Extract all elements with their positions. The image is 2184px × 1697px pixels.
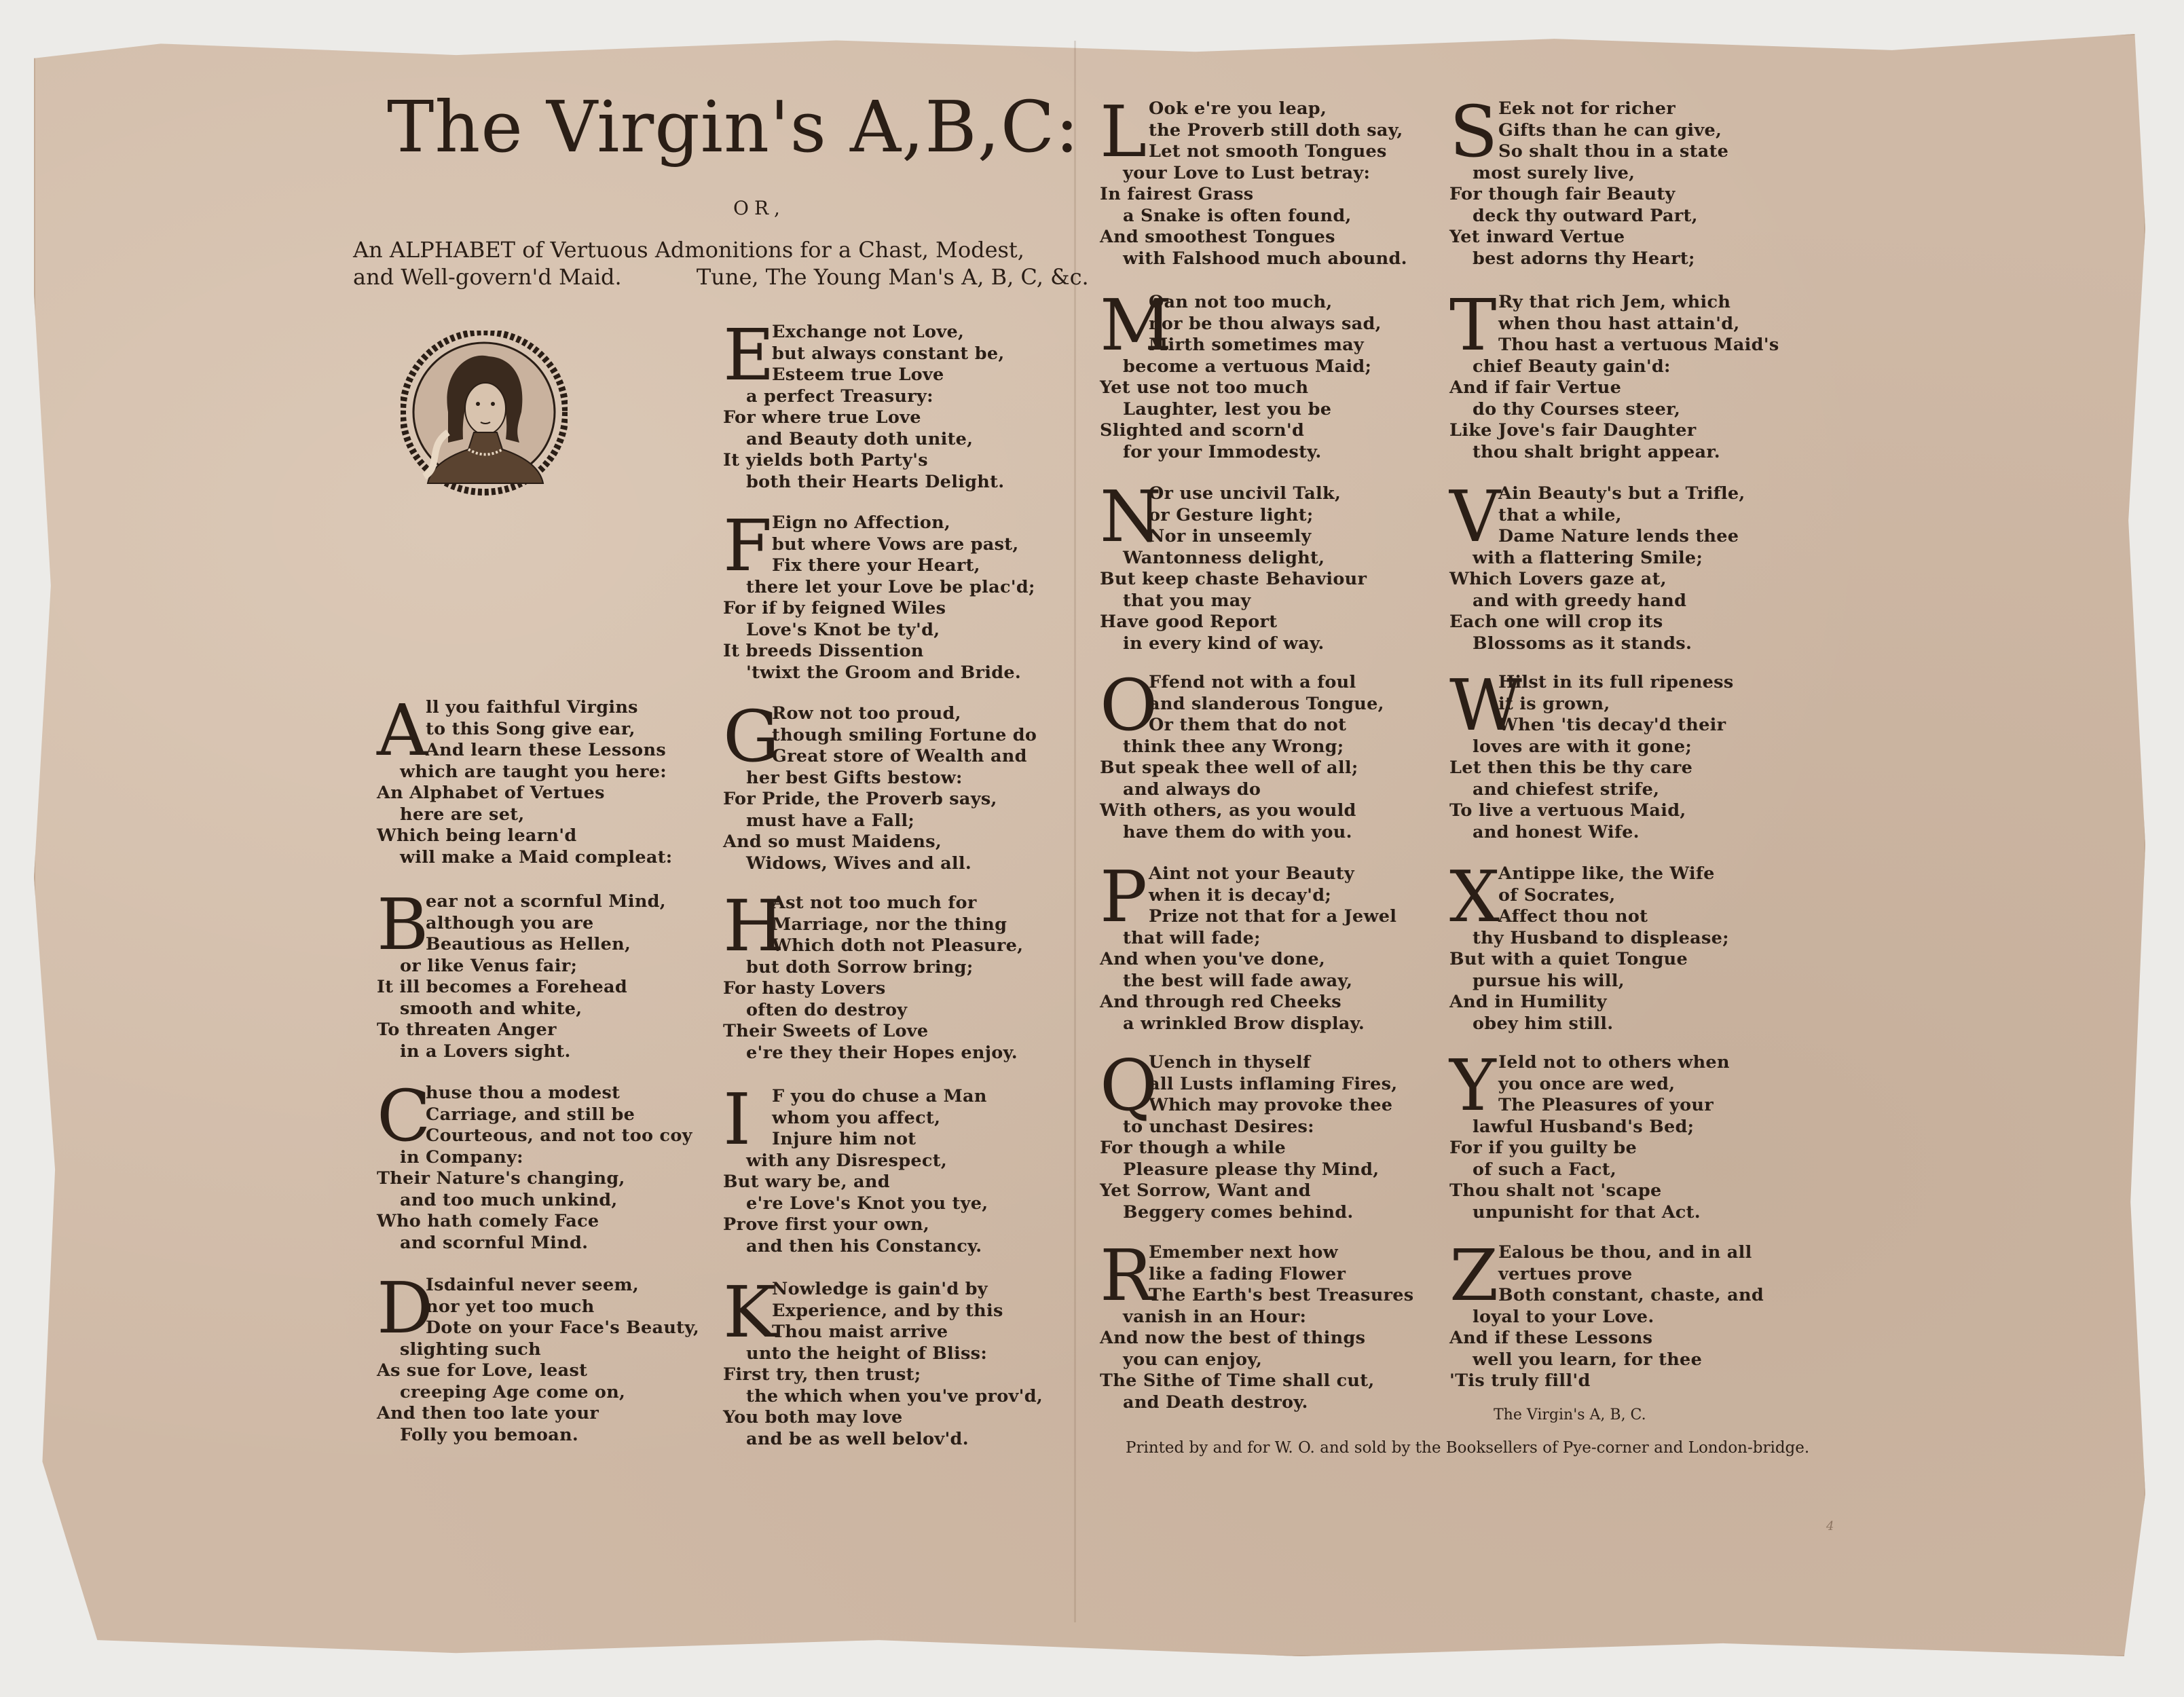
stanza-line: With others, as you would (1100, 800, 1356, 821)
stanza-line: vanish in an Hour: (1123, 1306, 1307, 1327)
stanza-g (723, 695, 1144, 874)
stanza-line: Ook e're you leap, (1149, 98, 1327, 119)
stanza-line: To threaten Anger (377, 1020, 557, 1040)
stanza-v (1449, 475, 1870, 654)
stanza-line: Isdainful never seem, (426, 1275, 640, 1295)
stanza-line: Injure him not (772, 1129, 917, 1149)
stanza-line: or Gesture light; (1149, 504, 1314, 525)
stanza-line: when it is decay'd; (1149, 884, 1332, 906)
stanza-line: For if you guilty be (1449, 1138, 1637, 1158)
stanza-line: thou shalt bright appear. (1473, 441, 1720, 462)
stanza-line: First try, then trust; (723, 1364, 921, 1385)
stanza-line: Both constant, chaste, and (1498, 1285, 1764, 1305)
stanza-line: Dote on your Face's Beauty, (426, 1318, 700, 1338)
stanza-line: Thou maist arrive (772, 1322, 948, 1342)
stanza-line: vertues prove (1498, 1263, 1633, 1284)
stanza-line: For where true Love (723, 407, 921, 428)
stanza-line: your Love to Lust betray: (1123, 162, 1371, 183)
stanza-line: Or them that do not (1149, 715, 1347, 735)
stanza-i (723, 1078, 1144, 1257)
stanza-line: The Sithe of Time shall cut, (1100, 1370, 1375, 1391)
stanza-line: and too much unkind, (400, 1189, 618, 1210)
stanza-line: with any Disrespect, (746, 1150, 947, 1171)
stanza-line: Beggery comes behind. (1123, 1201, 1354, 1223)
stanza-line: It yields both Party's (723, 450, 928, 470)
stanza-line: both their Hearts Delight. (746, 471, 1005, 492)
stanza-line: best adorns thy Heart; (1473, 248, 1695, 269)
stanza-line: For Pride, the Proverb says, (723, 789, 997, 809)
stanza-line: Emember next how (1149, 1242, 1338, 1263)
subtitle-line-1: An ALPHABET of Vertuous Admonitions for a Chast, Modest, (353, 237, 1024, 263)
stanza-line: Yet use not too much (1100, 377, 1309, 398)
stanza-line: The Earth's best Treasures (1149, 1285, 1414, 1305)
stanza-line: Or use uncivil Talk, (1149, 483, 1341, 504)
stanza-line: For though fair Beauty (1449, 184, 1676, 204)
subtitle (353, 236, 1107, 291)
stanza-line: Beautious as Hellen, (426, 934, 631, 954)
drop-cap-w: W (1449, 664, 1522, 747)
drop-cap-e: E (723, 314, 775, 396)
stanza-line: Which Lovers gaze at, (1449, 569, 1667, 589)
woodcut-portrait (401, 331, 568, 678)
stanza-line: Let not smooth Tongues (1149, 141, 1387, 162)
drop-cap-g: G (723, 695, 780, 778)
stanza-line: Gifts than he can give, (1498, 119, 1722, 141)
stanza-line: And learn these Lessons (426, 740, 666, 760)
drop-cap-n: N (1100, 475, 1162, 558)
stanza-line: Uench in thyself (1149, 1052, 1311, 1073)
stanza-line: most surely live, (1473, 162, 1635, 183)
stanza-line: often do destroy (746, 999, 908, 1020)
stanza-line: Laughter, lest you be (1123, 398, 1332, 419)
subtitle-line-2: and Well-govern'd Maid. (353, 264, 622, 290)
stanza-line: obey him still. (1473, 1013, 1614, 1034)
stanza-z (1449, 1234, 1870, 1392)
stanza-line: well you learn, for thee (1473, 1349, 1703, 1370)
stanza-line: nor yet too much (426, 1296, 595, 1317)
stanza-line: It breeds Dissention (723, 641, 924, 661)
stanza-line: that you may (1123, 590, 1251, 611)
imprint: Printed by and for W. O. and sold by the Booksellers of Pye-corner and London-bridge. (1126, 1439, 1810, 1457)
stanza-line: unto the height of Bliss: (746, 1343, 988, 1364)
stanza-line: Like Jove's fair Daughter (1449, 420, 1697, 441)
stanza-line: Ast not too much for (772, 893, 977, 913)
stanza-line: Thou hast a vertuous Maid's (1498, 335, 1779, 355)
stanza-line: but where Vows are past, (772, 534, 1019, 555)
stanza-line: pursue his will, (1473, 970, 1625, 991)
stanza-line: with Falshood much abound. (1123, 248, 1407, 269)
stanza-line: Carriage, and still be (426, 1104, 635, 1125)
stanza-line: The Pleasures of your (1498, 1095, 1714, 1115)
stanza-line: which are taught you here: (400, 761, 667, 782)
drop-cap-o: O (1100, 664, 1158, 747)
stanza-line: but always constant be, (772, 343, 1005, 364)
stanza-line: But with a quiet Tongue (1449, 949, 1688, 969)
stanza-line: ll you faithful Virgins (426, 697, 638, 717)
stanza-line: a perfect Treasury: (746, 386, 933, 407)
stanza-h (723, 884, 1144, 1064)
stanza-line: An Alphabet of Vertues (377, 783, 605, 803)
stanza-line: And if fair Vertue (1449, 377, 1622, 398)
drop-cap-b: B (377, 883, 429, 966)
stanza-line: of such a Fact, (1473, 1159, 1617, 1180)
stanza-line: the best will fade away, (1123, 970, 1353, 991)
drop-cap-f: F (723, 504, 773, 587)
drop-cap-d: D (377, 1267, 434, 1349)
stanza-line: For if by feigned Wiles (723, 598, 946, 618)
drop-cap-k: K (723, 1271, 776, 1354)
stanza-s (1449, 90, 1870, 269)
drop-cap-x: X (1449, 855, 1500, 938)
stanza-line: But keep chaste Behaviour (1100, 569, 1367, 589)
drop-cap-p: P (1100, 855, 1147, 938)
drop-cap-l: L (1100, 90, 1147, 173)
stanza-line: and chiefest strife, (1473, 779, 1660, 800)
stanza-line: that will fade; (1123, 927, 1261, 948)
stanza-line: Their Nature's changing, (377, 1168, 625, 1189)
stanza-line: As sue for Love, least (377, 1360, 588, 1381)
stanza-line: in Company: (400, 1146, 523, 1168)
stanza-line: and scornful Mind. (400, 1232, 589, 1253)
drop-cap-v: V (1449, 475, 1501, 558)
stanza-line: Great store of Wealth and (772, 746, 1027, 766)
stanza-line: and be as well belov'd. (746, 1428, 969, 1449)
stanza-line: whom you affect, (772, 1107, 941, 1128)
stanza-line: though smiling Fortune do (772, 724, 1037, 745)
stanza-line: Which may provoke thee (1149, 1095, 1393, 1115)
stanza-line: ear not a scornful Mind, (426, 891, 666, 912)
stanza-f (723, 504, 1144, 684)
drop-cap-y: Y (1449, 1044, 1496, 1127)
drop-cap-q: Q (1100, 1044, 1158, 1127)
page-title: The Virgin's A,B,C: (387, 86, 1080, 168)
stanza-y (1449, 1044, 1870, 1223)
stanza-line: Aint not your Beauty (1149, 863, 1354, 884)
stanza-line: Each one will crop its (1449, 612, 1663, 632)
stanza-line: when thou hast attain'd, (1498, 313, 1740, 334)
stanza-line: Prove first your own, (723, 1214, 929, 1235)
stanza-line: Ield not to others when (1498, 1052, 1730, 1073)
stanza-line: Widows, Wives and all. (746, 853, 972, 874)
stanza-w (1449, 664, 1870, 843)
stanza-line: Experience, and by this (772, 1300, 1003, 1321)
stanza-line: e're they their Hopes enjoy. (746, 1042, 1018, 1063)
stanza-line: creeping Age come on, (400, 1381, 626, 1402)
stanza-line: And in Humility (1449, 992, 1607, 1012)
stanza-line: Ry that rich Jem, which (1498, 292, 1731, 312)
stanza-x (1449, 855, 1870, 1034)
stanza-line: become a vertuous Maid; (1123, 356, 1372, 377)
stanza-line: although you are (426, 912, 594, 933)
stanza-line: Fix there your Heart, (772, 555, 980, 576)
stanza-line: and always do (1123, 779, 1261, 800)
stanza-line: Blossoms as it stands. (1473, 633, 1692, 654)
stanza-line: Prize not that for a Jewel (1149, 906, 1397, 927)
stanza-line: Pleasure please thy Mind, (1123, 1159, 1380, 1180)
stanza-line: smooth and white, (400, 998, 582, 1019)
stanza-line: the which when you've prov'd, (746, 1385, 1043, 1406)
stanza-line: Yet inward Vertue (1449, 227, 1625, 247)
stanza-line: you once are wed, (1498, 1073, 1676, 1094)
stanza-line: with a flattering Smile; (1473, 547, 1703, 568)
stanza-line: And now the best of things (1100, 1328, 1366, 1348)
stanza-line: Have good Report (1100, 612, 1278, 632)
stanza-line: Oan not too much, (1149, 292, 1333, 312)
drop-cap-s: S (1449, 90, 1498, 173)
stanza-line: Who hath comely Face (377, 1211, 599, 1231)
stanza-line: Nor in unseemly (1149, 526, 1312, 546)
stanza-line: Eign no Affection, (772, 512, 951, 533)
stanza-k (723, 1271, 1144, 1450)
stanza-line: nor be thou always sad, (1149, 313, 1382, 334)
stanza-line: Ealous be thou, and in all (1498, 1242, 1752, 1263)
stanza-line: And so must Maidens, (723, 832, 942, 852)
stanza-line: lawful Husband's Bed; (1473, 1116, 1695, 1137)
stanza-line: that a while, (1498, 504, 1622, 525)
stanza-line: Marriage, nor the thing (772, 914, 1007, 935)
stanza-line: In fairest Grass (1100, 184, 1254, 204)
stanza-line: all Lusts inflaming Fires, (1149, 1073, 1398, 1094)
stanza-line: do thy Courses steer, (1473, 398, 1681, 419)
stanza-line: Hilst in its full ripeness (1498, 672, 1734, 692)
stanza-line: and honest Wife. (1473, 821, 1640, 842)
stanza-line: deck thy outward Part, (1473, 205, 1698, 226)
stanza-line: For though a while (1100, 1138, 1287, 1158)
stanza-line: Antippe like, the Wife (1498, 863, 1715, 884)
stanza-line: there let your Love be plac'd; (746, 576, 1035, 597)
stanza-line: Thou shalt not 'scape (1449, 1180, 1662, 1201)
stanza-line: the Proverb still doth say, (1149, 119, 1403, 141)
stanza-line: Which being learn'd (377, 825, 577, 846)
stanza-line: have them do with you. (1123, 821, 1352, 842)
stanza-line: for your Immodesty. (1123, 441, 1322, 462)
stanza-line: will make a Maid compleat: (400, 846, 673, 868)
stanza-line: When 'tis decay'd their (1498, 715, 1726, 735)
corner-mark: 4 (1826, 1519, 1834, 1533)
stanza-line: Esteem true Love (772, 365, 944, 385)
stanza-line: and slanderous Tongue, (1149, 693, 1384, 714)
stanza-line: Slighted and scorn'd (1100, 420, 1305, 441)
stanza-line: But speak thee well of all; (1100, 758, 1358, 778)
stanza-line: Affect thou not (1498, 906, 1648, 927)
stanza-line: it is grown, (1498, 693, 1610, 714)
stanza-line: a wrinkled Brow display. (1123, 1013, 1365, 1034)
stanza-line: Nowledge is gain'd by (772, 1279, 988, 1299)
stanza-line: her best Gifts bestow: (746, 767, 963, 788)
stanza-line: loves are with it gone; (1473, 736, 1692, 757)
stanza-line: Dame Nature lends thee (1498, 526, 1739, 546)
stanza-line: and then his Constancy. (746, 1235, 982, 1256)
stanza-line: So shalt thou in a state (1498, 141, 1729, 162)
drop-cap-t: T (1449, 284, 1497, 367)
stanza-line: you can enjoy, (1123, 1349, 1263, 1370)
stanza-line: think thee any Wrong; (1123, 736, 1344, 757)
stanza-t (1449, 284, 1870, 463)
stanza-line: Exchange not Love, (772, 322, 965, 342)
stanza-line: And if these Lessons (1449, 1328, 1653, 1348)
stanza-e (723, 314, 1144, 493)
stanza-line: but doth Sorrow bring; (746, 956, 974, 977)
stanza-line: and with greedy hand (1473, 590, 1687, 611)
stanza-line: Ain Beauty's but a Trifle, (1498, 483, 1745, 504)
stanza-line: and Death destroy. (1123, 1392, 1308, 1413)
drop-cap-r: R (1100, 1234, 1153, 1317)
stanza-line: unpunisht for that Act. (1473, 1201, 1701, 1223)
stanza-line: Let then this be thy care (1449, 758, 1693, 778)
or-text: OR, (733, 197, 785, 219)
ending-title: The Virgin's A, B, C. (1494, 1406, 1646, 1423)
stanza-line: 'Tis truly fill'd (1449, 1370, 1591, 1391)
stanza-line: You both may love (723, 1407, 903, 1428)
stanza-line: here are set, (400, 804, 525, 825)
stanza-line: Which doth not Pleasure, (772, 935, 1024, 956)
stanza-line: Folly you bemoan. (400, 1424, 579, 1445)
stanza-line: in a Lovers sight. (400, 1041, 571, 1062)
stanza-line: Row not too proud, (772, 703, 961, 724)
stanza-line: slighting such (400, 1339, 541, 1360)
stanza-line: Love's Knot be ty'd, (746, 619, 940, 640)
stanza-line: or like Venus fair; (400, 955, 578, 976)
stanza-line: F you do chuse a Man (772, 1086, 987, 1106)
stanza-line: Their Sweets of Love (723, 1021, 929, 1041)
drop-cap-z: Z (1449, 1234, 1499, 1317)
stanza-line: to this Song give ear, (426, 718, 635, 739)
drop-cap-m: M (1100, 284, 1172, 367)
stanza-line: And through red Cheeks (1100, 992, 1341, 1012)
stanza-line: Ffend not with a foul (1149, 672, 1356, 692)
stanza-line: Courteous, and not too coy (426, 1125, 692, 1146)
stanza-line: And when you've done, (1100, 949, 1326, 969)
stanza-line: To live a vertuous Maid, (1449, 800, 1686, 821)
stanza-line: and Beauty doth unite, (746, 428, 974, 449)
stanza-line: Wantonness delight, (1123, 547, 1325, 568)
stanza-line: of Socrates, (1498, 884, 1616, 906)
stanza-line: to unchast Desires: (1123, 1116, 1314, 1137)
drop-cap-h: H (723, 884, 785, 967)
stanza-line: e're Love's Knot you tye, (746, 1193, 988, 1214)
stanza-line: But wary be, and (723, 1172, 890, 1192)
drop-cap-a: A (377, 689, 428, 772)
stanza-line: Yet Sorrow, Want and (1100, 1180, 1311, 1201)
stanza-line: chief Beauty gain'd: (1473, 356, 1671, 377)
stanza-line: like a fading Flower (1149, 1263, 1346, 1284)
stanza-line: thy Husband to displease; (1473, 927, 1729, 948)
stanza-line: must have a Fall; (746, 810, 915, 831)
stanza-line: It ill becomes a Forehead (377, 977, 627, 997)
stanza-line: Eek not for richer (1498, 98, 1676, 119)
stanza-line: For hasty Lovers (723, 978, 886, 999)
stanza-line: Mirth sometimes may (1149, 335, 1365, 355)
stanza-line: And then too late your (377, 1403, 599, 1423)
tune-text: Tune, The Young Man's A, B, C, &c. (696, 264, 1089, 290)
stanza-line: And smoothest Tongues (1100, 227, 1335, 247)
drop-cap-i: I (723, 1078, 752, 1161)
stanza-line: in every kind of way. (1123, 633, 1325, 654)
drop-cap-c: C (377, 1075, 431, 1157)
stanza-line: loyal to your Love. (1473, 1306, 1654, 1327)
stanza-line: 'twixt the Groom and Bride. (746, 662, 1022, 683)
stanza-line: a Snake is often found, (1123, 205, 1352, 226)
stanza-line: huse thou a modest (426, 1083, 621, 1103)
